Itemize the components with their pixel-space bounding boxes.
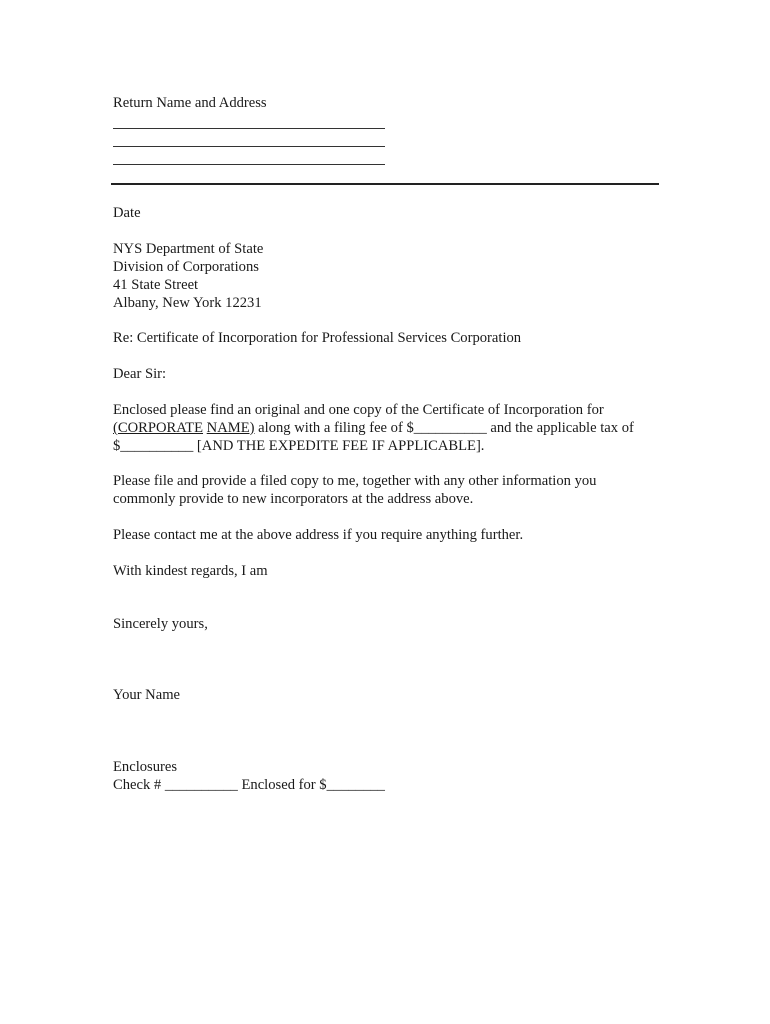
paragraph-4: With kindest regards, I am bbox=[113, 563, 268, 579]
re-subject-line: Re: Certificate of Incorporation for Professional Services Corporation bbox=[113, 330, 522, 346]
salutation: Dear Sir: bbox=[113, 366, 167, 382]
paragraph-3: Please contact me at the above address if you require anything further. bbox=[113, 527, 524, 543]
date-label: Date bbox=[113, 205, 141, 221]
paragraph-1-line-1: Enclosed please find an original and one copy of the Certificate of Incorporation for bbox=[113, 402, 604, 418]
return-address-blank-line-2 bbox=[113, 146, 385, 147]
corporate-name-placeholder-b: NAME) bbox=[206, 420, 255, 436]
paragraph-1-line-2-rest: along with a filing fee of $__________ and the applicable tax of bbox=[254, 420, 634, 436]
recipient-line-4: Albany, New York 12231 bbox=[113, 295, 262, 311]
recipient-line-3: 41 State Street bbox=[113, 277, 199, 293]
recipient-line-2: Division of Corporations bbox=[113, 259, 259, 275]
recipient-line-1: NYS Department of State bbox=[113, 241, 264, 257]
paragraph-1-line-2 bbox=[113, 419, 634, 437]
header-divider-rule bbox=[111, 183, 659, 185]
enclosures-label: Enclosures bbox=[113, 759, 178, 775]
corporate-name-placeholder-a: (CORPORATE bbox=[113, 420, 204, 436]
closing: Sincerely yours, bbox=[113, 616, 208, 632]
signature-name: Your Name bbox=[113, 687, 181, 703]
return-address-blank-line-1 bbox=[113, 128, 385, 129]
paragraph-2-line-1: Please file and provide a filed copy to me, together with any other information you bbox=[113, 473, 597, 489]
return-address-heading: Return Name and Address bbox=[113, 95, 267, 111]
paragraph-1-line-3: $__________ [AND THE EXPEDITE FEE IF APPLICABLE]. bbox=[113, 438, 485, 454]
return-address-blank-line-3 bbox=[113, 164, 385, 165]
check-enclosed-line: Check # __________ Enclosed for $________ bbox=[113, 777, 385, 793]
paragraph-2-line-2: commonly provide to new incorporators at the address above. bbox=[113, 491, 474, 507]
